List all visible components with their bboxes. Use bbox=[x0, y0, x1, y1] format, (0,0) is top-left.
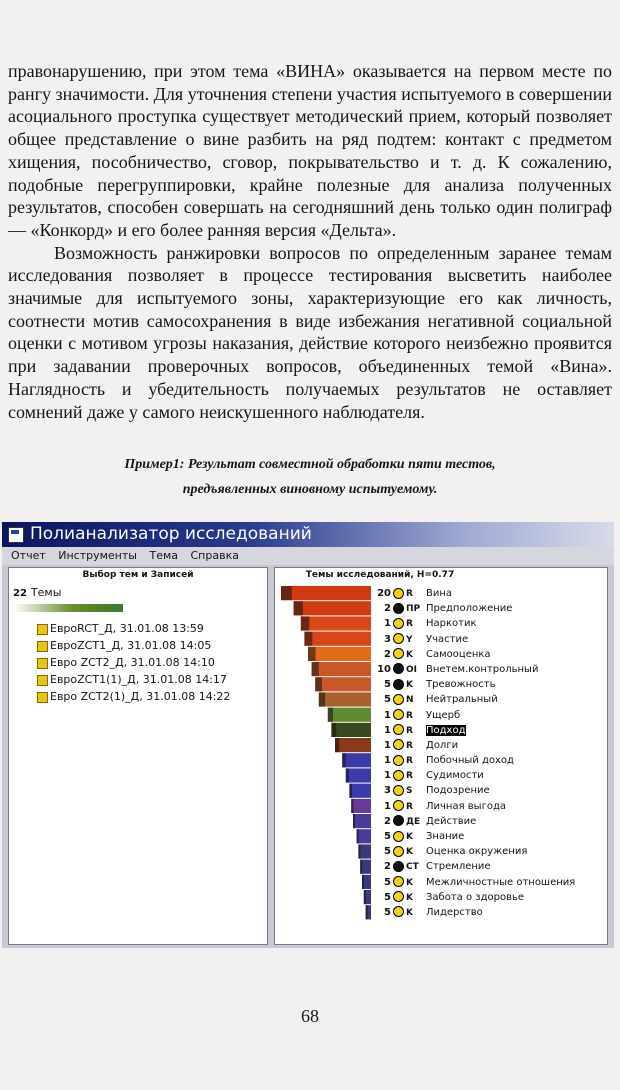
topic-rank: 2 bbox=[384, 648, 391, 660]
topic-rank: 5 bbox=[384, 694, 391, 706]
topic-marker-icon bbox=[393, 876, 404, 887]
topic-row[interactable] bbox=[375, 905, 575, 920]
topic-bar-shadow bbox=[328, 708, 333, 722]
topic-marker-icon bbox=[393, 603, 404, 614]
tree-root-label: Темы bbox=[30, 586, 62, 599]
topic-code: K bbox=[406, 649, 413, 660]
topic-row[interactable] bbox=[375, 890, 575, 905]
topic-bar-shadow bbox=[335, 738, 339, 752]
topic-bar bbox=[294, 601, 371, 615]
caption-line-2: предъявленных виновному испытуемому. bbox=[182, 482, 438, 497]
menu-item-topic[interactable]: Тема bbox=[149, 549, 178, 562]
topic-label: Побочный доход bbox=[426, 755, 514, 767]
topic-label: Знание bbox=[426, 831, 465, 842]
topic-bar-shadow bbox=[294, 601, 303, 615]
topic-code: R bbox=[406, 725, 413, 736]
topic-bar bbox=[349, 784, 371, 798]
topic-row[interactable] bbox=[375, 662, 575, 677]
topic-bar bbox=[346, 768, 371, 782]
topic-bar-shadow bbox=[312, 662, 319, 676]
record-icon bbox=[37, 675, 48, 686]
topic-label: Предположение bbox=[426, 603, 513, 615]
topic-bar-shadow bbox=[319, 692, 325, 706]
topics-records-panel bbox=[8, 567, 268, 945]
menu-item-tools[interactable]: Инструменты bbox=[58, 549, 137, 562]
paragraph-2: Возможность ранжировки вопросов по определенным заранее темам исследования позволяет в процессе тестирования высветить наиболее значимые для испытуемого зоны, характеризующие его как личность, соотнести мотив самосохранения в виде избежания негативной социальной оценки с мотивом угрозы наказания, действие которого неизбежно проявится при задавании проверочных вопросов, объединенных темой «Вина». Наглядность и убедительность получаемых результатов не оставляет сомнений даже у самого неискушенного наблюдателя. bbox=[8, 242, 612, 422]
topic-rank: 10 bbox=[377, 663, 391, 675]
topic-bar-shadow bbox=[342, 753, 345, 767]
topic-marker-icon bbox=[393, 663, 404, 674]
topic-rank: 3 bbox=[384, 633, 391, 645]
window-title: Полианализатор исследований bbox=[30, 524, 312, 544]
topic-marker-icon bbox=[393, 588, 404, 599]
topic-rank: 2 bbox=[384, 603, 391, 615]
page-number: 68 bbox=[301, 1006, 319, 1026]
topic-bar-shadow bbox=[331, 723, 336, 737]
topic-row[interactable] bbox=[375, 601, 575, 616]
topic-label: Стремление bbox=[426, 861, 491, 873]
topic-code: S bbox=[406, 786, 413, 797]
selected-item-highlight bbox=[13, 604, 123, 612]
topic-label: Внетем.контрольный bbox=[426, 663, 539, 675]
topic-marker-icon bbox=[393, 633, 404, 644]
topic-label: Личная выгода bbox=[426, 800, 506, 812]
topic-row[interactable] bbox=[375, 723, 575, 738]
test-record[interactable]: Евро ZCT2_Д, 31.01.08 14:10 bbox=[37, 654, 230, 671]
topic-bar-shadow bbox=[349, 784, 352, 798]
topic-bar bbox=[301, 616, 371, 630]
topic-bar-shadow bbox=[281, 586, 292, 600]
topic-label: Самооценка bbox=[426, 648, 491, 660]
topic-bar bbox=[308, 647, 371, 661]
topic-rank: 1 bbox=[384, 739, 391, 751]
topic-label: Нейтральный bbox=[426, 694, 498, 706]
topic-row[interactable] bbox=[375, 829, 575, 844]
topic-marker-icon bbox=[393, 831, 404, 842]
window-titlebar bbox=[2, 522, 614, 547]
topic-code: Y bbox=[406, 634, 413, 645]
topic-row[interactable] bbox=[375, 799, 575, 814]
topic-marker-icon bbox=[393, 891, 404, 902]
topic-marker-icon bbox=[393, 694, 404, 705]
topic-bar-shadow bbox=[366, 905, 368, 919]
topic-marker-icon bbox=[393, 739, 404, 750]
topic-bar-shadow bbox=[358, 844, 360, 858]
topic-rank: 5 bbox=[384, 831, 391, 842]
topic-bar bbox=[342, 753, 371, 767]
app-window-icon bbox=[8, 527, 24, 543]
topic-label: Действие bbox=[426, 815, 477, 827]
topic-marker-icon bbox=[393, 618, 404, 629]
topic-marker-icon bbox=[393, 815, 404, 826]
topic-marker-icon bbox=[393, 724, 404, 735]
topic-label: Ущерб bbox=[426, 709, 461, 721]
topic-row[interactable] bbox=[375, 753, 575, 768]
topic-row[interactable] bbox=[375, 677, 575, 692]
topic-bar bbox=[335, 738, 371, 752]
topic-bar bbox=[351, 799, 371, 813]
topics-root-icon: 22 bbox=[13, 588, 27, 599]
topic-code: R bbox=[406, 710, 413, 721]
topic-row[interactable] bbox=[375, 859, 575, 874]
topic-row[interactable] bbox=[375, 844, 575, 859]
topic-code: N bbox=[406, 695, 414, 706]
topic-bar-shadow bbox=[360, 860, 362, 874]
topic-row[interactable] bbox=[375, 647, 575, 662]
topic-marker-icon bbox=[393, 846, 404, 857]
topic-code: K bbox=[406, 832, 413, 842]
topic-code: CT bbox=[406, 862, 419, 873]
test-record[interactable]: ЕвроRCT_Д, 31.01.08 13:59 bbox=[37, 620, 230, 637]
topic-rank: 1 bbox=[384, 724, 391, 736]
topic-rank: 3 bbox=[384, 785, 391, 797]
topic-label: Долги bbox=[426, 739, 459, 751]
topic-row[interactable] bbox=[375, 814, 575, 829]
topic-label: Вина bbox=[426, 588, 453, 599]
topic-rank: 5 bbox=[384, 846, 391, 858]
topic-bar bbox=[328, 708, 371, 722]
paragraph-1: правонарушению, при этом тема «ВИНА» оказывается на первом месте по рангу значимости. Для уточнения степени участия испытуемого в совершении асоциального проступка существует методический прием, который позволяет общее представление о вине разбить на ряд подтем: контакт с предметом хищения, пособничество, сговор, покрывательство и т. д. К сожалению, подобные перегруппировки, крайне полезные для анализа полученных результатов, способен совершать на сегодняшний день только один полиграф — «Конкорд» и его более ранняя версия «Дельта». bbox=[8, 61, 612, 240]
topic-label: Межличностные отношения bbox=[426, 876, 576, 888]
research-topics-panel bbox=[274, 567, 608, 945]
record-icon bbox=[37, 624, 48, 635]
test-records-list bbox=[37, 620, 230, 705]
topic-bar bbox=[315, 677, 371, 691]
record-icon bbox=[37, 692, 48, 703]
topic-label: Лидерство bbox=[426, 906, 483, 918]
menu-item-help[interactable]: Справка bbox=[190, 549, 239, 562]
topic-code: OI bbox=[406, 664, 417, 675]
topic-rank: 2 bbox=[384, 815, 391, 827]
topic-code: K bbox=[406, 907, 413, 918]
topic-rank: 5 bbox=[384, 891, 391, 903]
topic-rank: 5 bbox=[384, 679, 391, 691]
topic-row[interactable] bbox=[375, 632, 575, 647]
topic-bar-shadow bbox=[357, 829, 359, 843]
topic-label: Забота о здоровье bbox=[426, 891, 525, 903]
right-panel-header: Темы исследований, H=0.77 bbox=[305, 570, 455, 580]
topic-label: Подход bbox=[426, 724, 466, 736]
topic-code: R bbox=[406, 756, 413, 767]
topic-rank: 1 bbox=[384, 770, 391, 782]
topic-label: Участие bbox=[426, 633, 469, 645]
topic-code: ПР bbox=[406, 604, 421, 615]
topic-code: R bbox=[406, 740, 413, 751]
caption-line-1: Пример1: Результат совместной обработки пяти тестов, bbox=[124, 457, 496, 472]
topic-bar-shadow bbox=[362, 875, 364, 889]
topic-marker-icon bbox=[393, 785, 404, 796]
topic-row[interactable] bbox=[375, 738, 575, 753]
topic-code: R bbox=[406, 589, 413, 599]
topic-marker-icon bbox=[393, 648, 404, 659]
topic-code: K bbox=[406, 847, 413, 858]
topic-bar-shadow bbox=[308, 647, 316, 661]
topic-row[interactable] bbox=[375, 616, 575, 631]
figure-caption bbox=[0, 452, 620, 502]
topic-code: K bbox=[406, 680, 413, 691]
topic-marker-icon bbox=[393, 679, 404, 690]
topic-row[interactable] bbox=[375, 586, 575, 601]
topic-code: R bbox=[406, 771, 413, 782]
menu-item-report[interactable]: Отчет bbox=[11, 549, 46, 562]
topic-rank: 1 bbox=[384, 800, 391, 812]
tree-root-topics[interactable] bbox=[13, 586, 61, 599]
topic-rank: 20 bbox=[377, 588, 391, 599]
topic-bar-shadow bbox=[301, 616, 309, 630]
topic-label: Подозрение bbox=[426, 785, 490, 797]
record-icon bbox=[37, 658, 48, 669]
topic-row[interactable] bbox=[375, 692, 575, 707]
topic-marker-icon bbox=[393, 755, 404, 766]
topic-label: Судимости bbox=[426, 770, 484, 782]
topic-list bbox=[375, 586, 575, 920]
topic-bar-shadow bbox=[351, 799, 353, 813]
left-panel-header: Выбор тем и Записей bbox=[82, 570, 194, 580]
topic-bar bbox=[304, 632, 371, 646]
topic-bar bbox=[331, 723, 371, 737]
topic-row[interactable] bbox=[375, 768, 575, 783]
topic-bar bbox=[319, 692, 371, 706]
topic-bar bbox=[357, 829, 371, 843]
topic-rank: 2 bbox=[384, 861, 391, 873]
test-record[interactable]: Евро ZCT2(1)_Д, 31.01.08 14:22 bbox=[37, 688, 230, 705]
topic-code: R bbox=[406, 801, 413, 812]
menu-bar bbox=[2, 547, 614, 565]
topic-bar bbox=[281, 586, 371, 600]
topic-bar-shadow bbox=[315, 677, 322, 691]
topic-rank: 1 bbox=[384, 709, 391, 721]
topic-rank: 1 bbox=[384, 755, 391, 767]
topic-bar-shadow bbox=[346, 768, 349, 782]
topic-marker-icon bbox=[393, 861, 404, 872]
topic-label: Наркотик bbox=[426, 618, 477, 630]
test-record[interactable]: ЕвроZCT1(1)_Д, 31.01.08 14:17 bbox=[37, 671, 230, 688]
topic-code: K bbox=[406, 892, 413, 903]
topic-marker-icon bbox=[393, 906, 404, 917]
topic-bar-shadow bbox=[364, 890, 366, 904]
topic-row[interactable] bbox=[375, 708, 575, 723]
topic-marker-icon bbox=[393, 709, 404, 720]
topic-label: Тревожность bbox=[426, 679, 496, 691]
topic-rank: 5 bbox=[384, 876, 391, 888]
topic-rank: 1 bbox=[384, 618, 391, 630]
topic-bar-shadow bbox=[304, 632, 312, 646]
topic-bar bbox=[353, 814, 371, 828]
topic-bar-shadow bbox=[353, 814, 355, 828]
topic-label: Оценка окружения bbox=[426, 846, 528, 858]
topic-rank: 5 bbox=[384, 906, 391, 918]
record-icon bbox=[37, 641, 48, 652]
topic-row[interactable] bbox=[375, 875, 575, 890]
topic-row[interactable] bbox=[375, 783, 575, 798]
topic-marker-icon bbox=[393, 770, 404, 781]
topic-bar bbox=[312, 662, 371, 676]
test-record[interactable]: ЕвроZCT1_Д, 31.01.08 14:05 bbox=[37, 637, 230, 654]
topic-marker-icon bbox=[393, 800, 404, 811]
topic-code: ДЕ bbox=[406, 816, 421, 827]
topic-code: K bbox=[406, 877, 413, 888]
body-text bbox=[8, 60, 612, 423]
topic-ranking-chart bbox=[275, 580, 375, 940]
topic-code: R bbox=[406, 619, 413, 630]
app-screenshot bbox=[2, 522, 614, 948]
